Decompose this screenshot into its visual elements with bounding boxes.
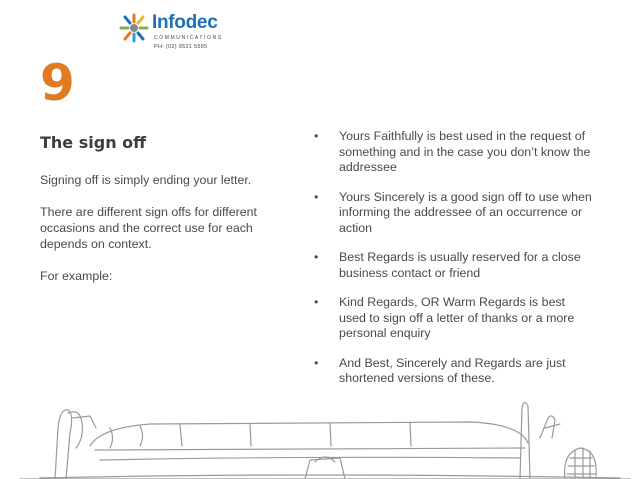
- intro-paragraph-1: Signing off is simply ending your letter.: [40, 173, 252, 187]
- bullet-icon: •: [314, 295, 319, 309]
- list-item-text: And Best, Sincerely and Regards are just shortened versions of these.: [339, 355, 566, 385]
- logo-phone: PH: (02) 9531 5595: [154, 44, 208, 50]
- company-logo: [118, 10, 228, 60]
- list-item-text: Yours Sincerely is a good sign off to use when informing the addressee of an occurrence or action: [339, 189, 592, 235]
- bullet-icon: •: [314, 355, 319, 370]
- logo-name: Infodec: [152, 12, 218, 33]
- list-item-text: Best Regards is usually reserved for a close business contact or friend: [339, 250, 581, 280]
- intro-paragraph-2: There are different sign offs for different occasions and the correct use for each depends on context.: [40, 205, 257, 251]
- list-item-text: Yours Faithfully is best used in the request of something and in the case you don’t know the addressee: [339, 129, 591, 174]
- list-item: [314, 250, 594, 281]
- list-item: [314, 129, 594, 176]
- bullet-icon: •: [314, 129, 319, 143]
- list-item-text: Kind Regards, OR Warm Regards is best used to sign off a letter of thanks or a more personal enquiry: [339, 295, 575, 340]
- list-item: [314, 356, 594, 387]
- slide-number: 9: [40, 54, 75, 112]
- list-item: [314, 295, 594, 342]
- list-item: [314, 190, 594, 237]
- logo-mark-icon: [118, 12, 150, 44]
- section-title: The sign off: [40, 133, 147, 152]
- sign-off-list: [314, 129, 594, 401]
- typewriter-sketch-icon: [0, 388, 638, 479]
- intro-text: [40, 172, 290, 300]
- intro-paragraph-3: For example:: [40, 269, 113, 283]
- bullet-icon: •: [314, 189, 319, 204]
- bullet-icon: •: [314, 250, 319, 264]
- logo-subtitle: COMMUNICATIONS: [154, 35, 223, 41]
